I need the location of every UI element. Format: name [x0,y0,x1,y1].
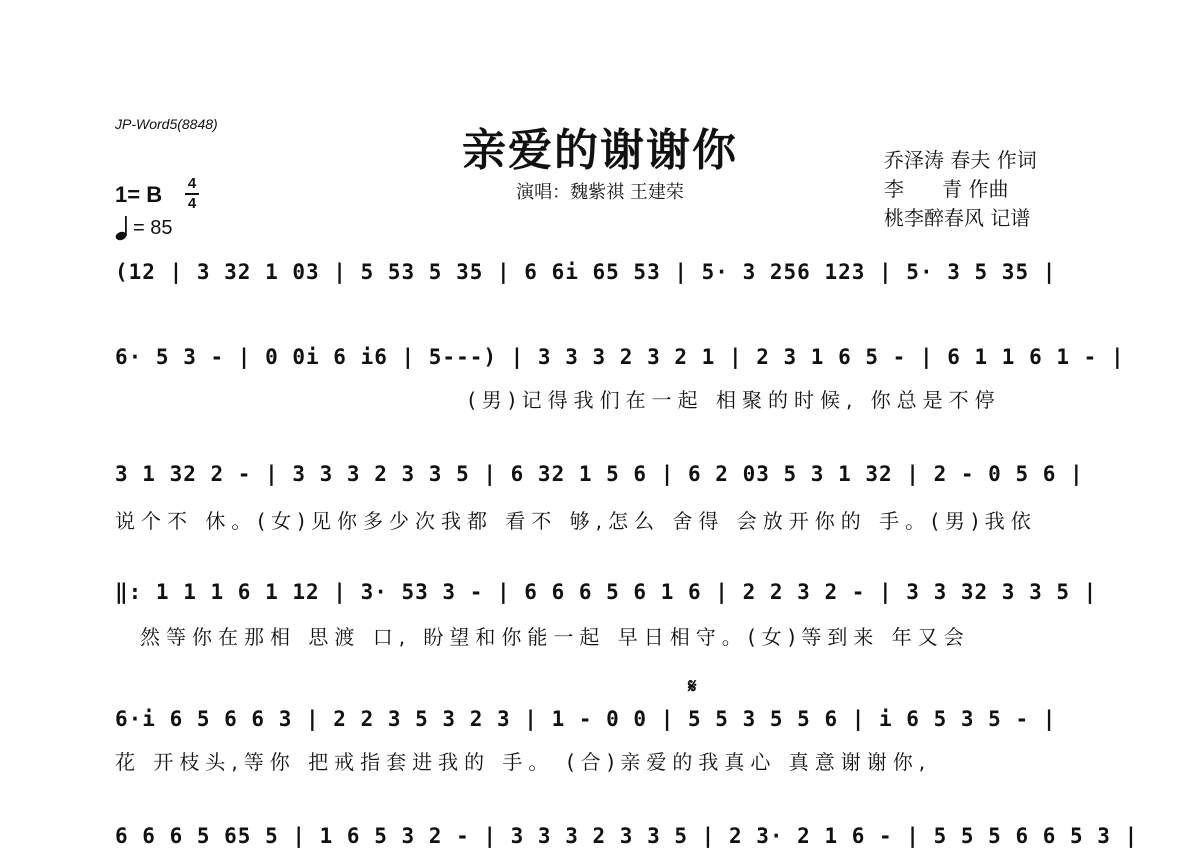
notation-line-6: 6 6 6 5 65 5 | 1 6 5 3 2 - | 3 3 3 2 3 3 5 | 2 3· 2 1 6 - | 5 5 5 6 6 5 3 | [115,824,1139,848]
lyrics-line-3: 说个不 休。(女)见你多少次我都 看不 够,怎么 舍得 会放开你的 手。(男)我依 [115,509,1037,533]
quarter-note-icon [115,215,129,241]
notation-line-3: 3 1 32 2 - | 3 3 3 2 3 3 5 | 6 32 1 5 6 | 6 2 03 5 3 1 32 | 2 - 0 5 6 | [115,462,1084,486]
singer-line: 演唱：魏紫祺 王建荣 [516,182,684,203]
segno-icon: 𝄋 [688,676,697,698]
notation-line-4: ‖: 1 1 1 6 1 12 | 3· 53 3 - | 6 6 6 5 6 1 6 | 2 2 3 2 - | 3 3 32 3 3 5 | [115,580,1098,604]
lyrics-line-2: (男)记得我们在一起 相聚的时候, 你总是不停 [468,388,1001,412]
tempo-value: = 85 [133,216,173,239]
time-signature-top: 4 [187,175,197,192]
lyrics-line-4: 然等你在那相 思渡 口, 盼望和你能一起 早日相守。(女)等到来 年又会 [140,625,970,649]
tempo-marking [115,215,172,241]
notation-line-2: 6· 5 3 - | 0 0i 6 i6 | 5---) | 3 3 3 2 3 2 1 | 2 3 1 6 5 - | 6 1 1 6 1 - | [115,345,1125,369]
software-label: JP-Word5(8848) [115,116,218,132]
credits-block: 乔泽涛 春夫 作词 李 青 作曲 桃李醉春风 记谱 [884,148,1037,230]
lyrics-line-5: 花 开枝头,等你 把戒指套进我的 手。 (合)亲爱的我真心 真意谢谢你, [115,750,932,774]
key-signature: 1= B [115,182,163,207]
time-signature-bottom: 4 [187,195,197,212]
notation-line-5: 6·i 6 5 6 6 3 | 2 2 3 5 3 2 3 | 1 - 0 0 | 5 5 3 5 5 6 | i 6 5 3 5 - | [115,707,1057,731]
time-signature [185,176,199,212]
song-title: 亲爱的谢谢你 [462,125,738,176]
notation-line-1: (12 | 3 32 1 03 | 5 53 5 35 | 6 6i 65 53 | 5· 3 256 123 | 5· 3 5 35 | [115,260,1057,284]
